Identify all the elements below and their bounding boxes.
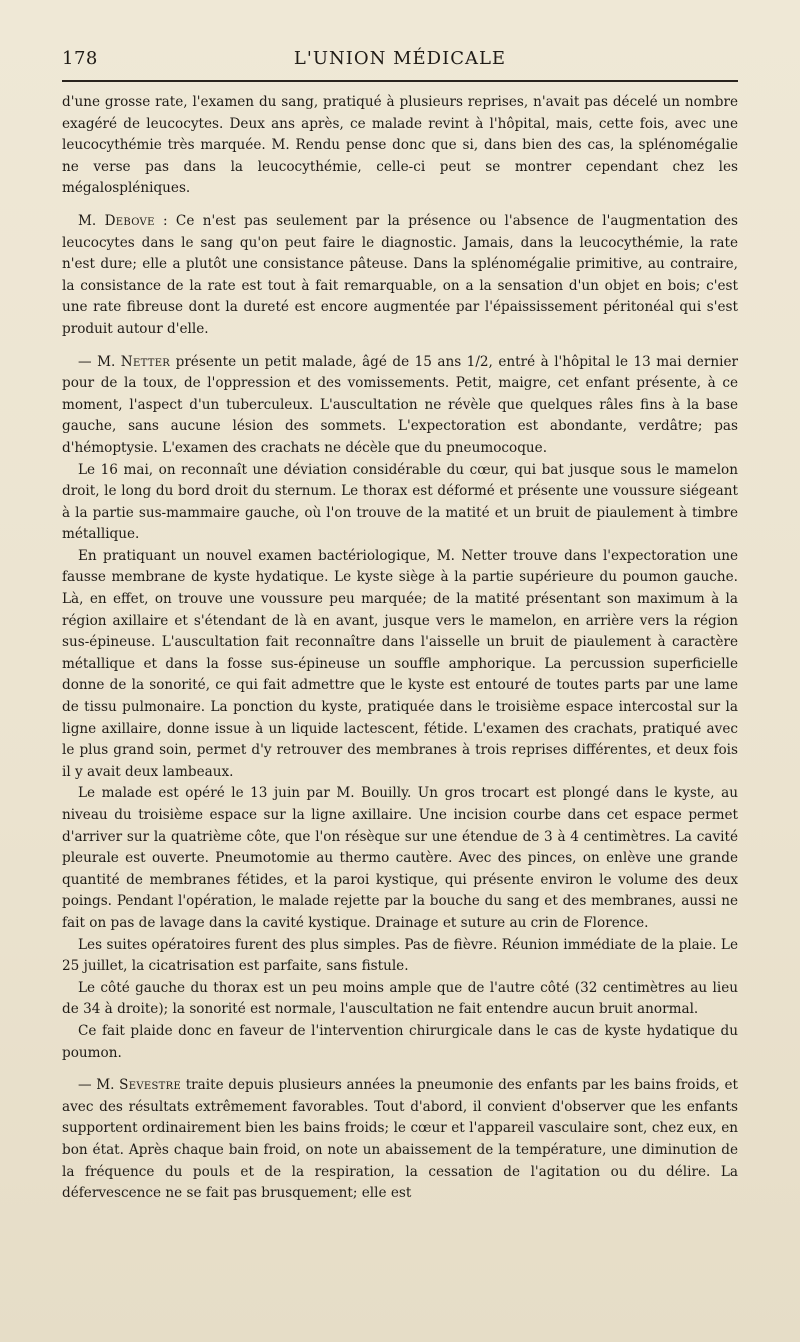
paragraph-text: d'une grosse rate, l'examen du sang, pratiqué à plusieurs reprises, n'avait pas décelé un nombre exagéré de leucocytes. Deux ans après, ce malade revint à l'hôpital, mais, cette fois, avec une leucocythémie très marquée. M. Rendu pense donc que si, dans bien des cas, la splénomégalie ne verse pas dans la leucocythémie, celle-ci peut se montrer cependant chez les mégalospléniques. [62,94,738,197]
paragraph [62,783,738,934]
paragraph-text: En pratiquant un nouvel examen bactériologique, M. Netter trouve dans l'expectoration une fausse membrane de kyste hydatique. Le kyste siège à la partie supérieure du poumon gauche. Là, en effet, on trouve une voussure peu marquée; de la matité présentant son maximum à la région axillaire et s'étendant de là en avant, jusque vers le mamelon, en arrière vers la région sus-épineuse. L'auscultation fait reconnaître dans l'aisselle un bruit de piaulement à caractère métallique et dans la fosse sus-épineuse un souffle amphorique. La percussion superficielle donne de la sonorité, ce qui fait admettre que le kyste est entouré de toutes parts par une lame de tissu pulmonaire. La ponction du kyste, pratiquée dans le troisième espace intercostal sur la ligne axillaire, donne issue à un liquide lactescent, fétide. L'examen des crachats, pratiqué avec le plus grand soin, permet d'y retrouver des membranes à trois reprises différentes, et deux fois il y avait deux lambeaux. [62,547,738,780]
speaker-name: Netter [120,353,171,370]
paragraph-text: Le côté gauche du thorax est un peu moins ample que de l'autre côté (32 centimètres au lieu de 34 à droite); la sonorité est normale, l'auscultation ne fait entendre aucun bruit anormal. [62,979,738,1018]
speaker-prefix: — M. [78,353,121,370]
paragraph-text: Les suites opératoires furent des plus simples. Pas de fièvre. Réunion immédiate de la plaie. Le 25 juillet, la cicatrisation est parfaite, sans fistule. [62,936,738,975]
paragraph [62,92,738,200]
paragraph-text: Le malade est opéré le 13 juin par M. Bouilly. Un gros trocart est plongé dans le kyste, au niveau du troisième espace sur la ligne axillaire. Une incision courbe dans cet espace permet d'arriver sur la quatrième côte, que l'on résèque sur une étendue de 3 à 4 centimètres. La cavité pleurale est ouverte. Pneumotomie au thermo cautère. Avec des pinces, on enlève une grande quantité de membranes fétides, et la paroi kystique, qui présente environ le volume des deux poings. Pendant l'opération, le malade rejette par la bouche du sang et des membranes, aussi ne fait on pas de lavage dans la cavité kystique. Drainage et suture au crin de Florence. [62,785,738,931]
paragraph-text: : Ce n'est pas seulement par la présence ou l'absence de l'augmentation des leucocytes dans le sang qu'on peut faire le diagnostic. Jamais, dans la leucocythémie, la rate n'est dure; elle a plutôt une consistance pâteuse. Dans la splénomégalie primitive, au contraire, la consistance de la rate est tout à fait remarquable, on a la sensation d'un objet en bois; c'est une rate fibreuse dont la dureté est encore augmentée par l'épaississement péritonéal qui s'est produit autour d'elle. [62,212,739,337]
paragraph [62,978,738,1021]
paragraph-text: présente un petit malade, âgé de 15 ans 1/2, entré à l'hôpital le 13 mai dernier pour de la toux, de l'oppression et des vomissements. Petit, maigre, cet enfant présente, à ce moment, l'aspect d'un tuberculeux. L'auscultation ne révèle que quelques râles fins à la base gauche, sans aucune lésion des sommets. L'expectoration est abondante, verdâtre; pas d'hémoptysie. L'examen des crachats ne décèle que du pneumocoque. [62,353,738,456]
paragraph-debove [62,211,738,341]
speaker-name: Sevestre [119,1077,182,1094]
paragraph-text: Le 16 mai, on reconnaît une déviation considérable du cœur, qui bat jusque sous le mamelon droit, le long du bord droit du sternum. Le thorax est déformé et présente une voussure siégeant à la partie sus-mammaire gauche, où l'on trouve de la matité et un bruit de piaulement à timbre métallique. [62,461,738,543]
paragraph [62,460,738,546]
running-title: L'UNION MÉDICALE [293,48,507,69]
paragraph [62,935,738,978]
speaker-name: Debove [104,212,155,229]
speaker-prefix: — M. [78,1077,120,1094]
paragraph-text: traite depuis plusieurs années la pneumonie des enfants par les bains froids, et avec des résultats extrêmement favorables. Tout d'abord, il convient d'observer que les enfants supportent ordinairement bien les bains froids; le cœur et l'appareil vasculaire sont, chez eux, en bon état. Après chaque bain froid, on note un abaissement de la température, une diminution de la fréquence du pouls et de la respiration, la cessation de l'agitation ou du délire. La défervescence ne se fait pas brusquement; elle est [62,1077,738,1202]
page-header [62,44,738,74]
article-body [62,92,738,1205]
speaker-prefix: M. [78,212,105,229]
header-rule [62,80,738,82]
page-number: 178 [62,48,98,69]
paragraph [62,1021,738,1064]
paragraph-sevestre [62,1075,738,1205]
paragraph-text: Ce fait plaide donc en faveur de l'intervention chirurgicale dans le cas de kyste hydatique du poumon. [62,1022,738,1061]
paragraph-netter [62,352,738,460]
paragraph [62,546,738,784]
